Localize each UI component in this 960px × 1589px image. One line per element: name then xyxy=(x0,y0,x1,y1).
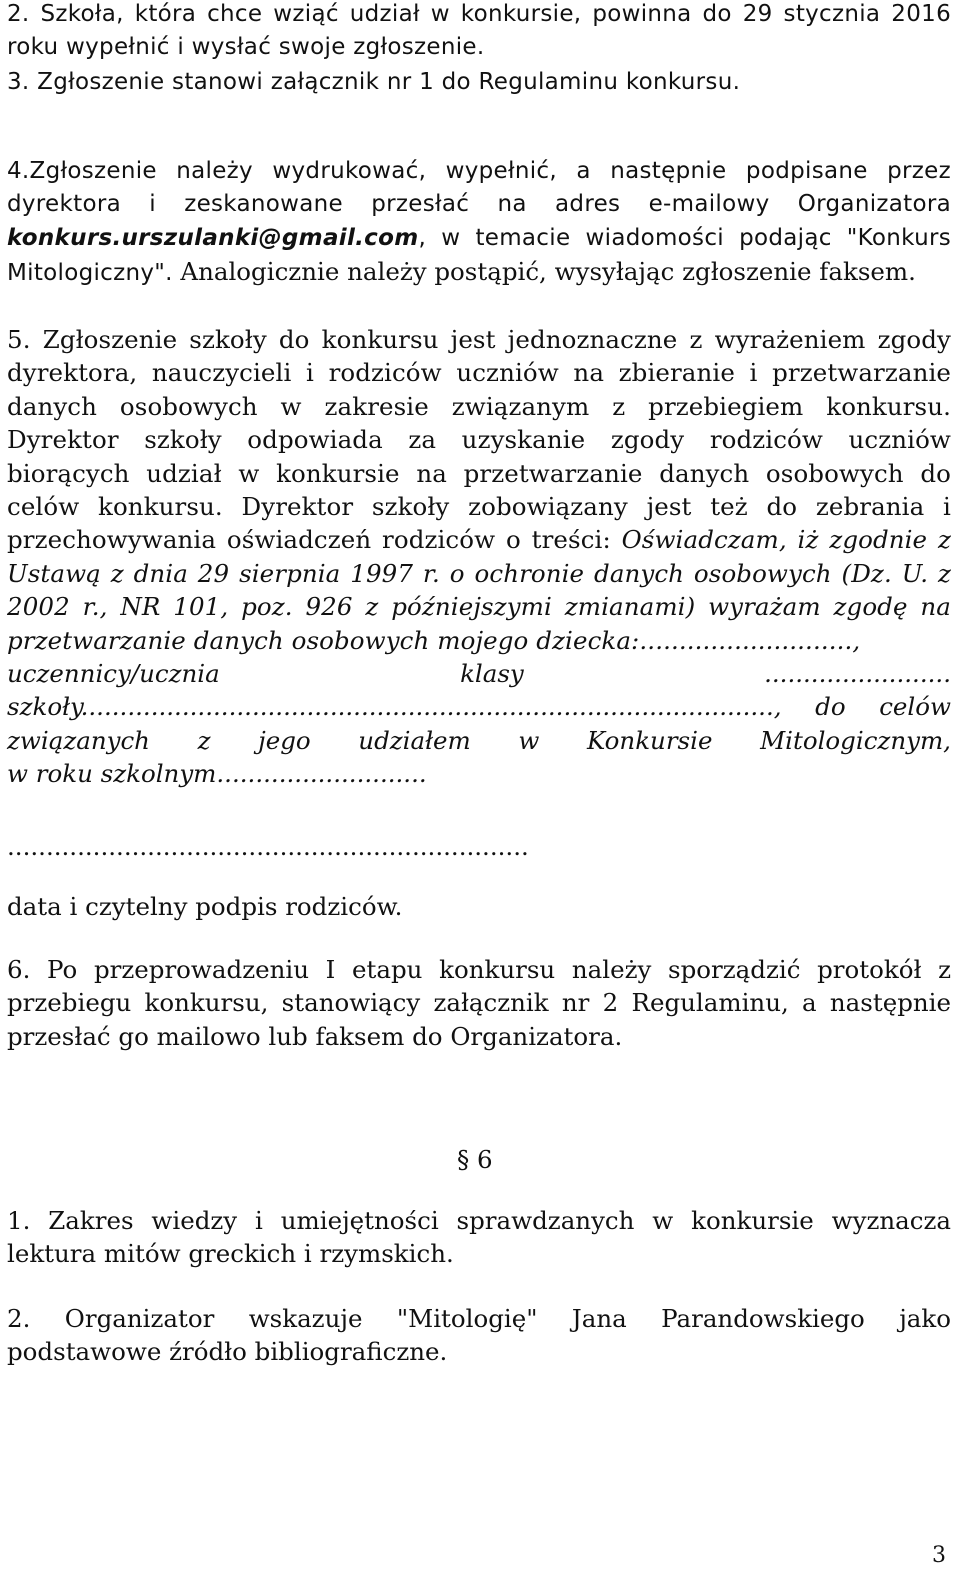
consent-row-purpose-6: Konkursie xyxy=(587,725,713,755)
consent-row-school-year: w roku szkolnym........................... xyxy=(7,759,427,789)
consent-row-purpose xyxy=(7,724,951,757)
consent-row-school-2: do xyxy=(815,692,846,722)
organizer-email-domain: com xyxy=(364,224,419,251)
paragraph-5-text-a: 5. Zgłoszenie szkoły do konkursu jest jednoznaczne z wyrażeniem zgody dyrektora, nauczycieli i rodziców uczniów na zbieranie i przetwarzanie danych osobowych w zakresie związanym z przebiegiem konkursu. Dyrektor szkoły odpowiada za uzyskanie zgody rodziców uczniów biorących udział w konkursie na przetwarzanie danych osobowych do celów konkursu. Dyrektor szkoły zobowiązany jest też do zebrania i przechowywania oświadczeń rodziców o treści: xyxy=(7,325,951,555)
consent-row-purpose-5: w xyxy=(518,725,540,755)
signature-label: data i czytelny podpis rodziców. xyxy=(7,892,403,921)
paragraph-5 xyxy=(7,323,951,791)
consent-row-purpose-4: udziałem xyxy=(358,725,471,755)
page-number: 3 xyxy=(932,1543,946,1568)
consent-row-purpose-3: jego xyxy=(258,725,311,755)
consent-row-class xyxy=(7,657,951,690)
paragraph-3: 3. Zgłoszenie stanowi załącznik nr 1 do Regulaminu konkursu. xyxy=(7,69,741,95)
paragraph-4 xyxy=(7,155,951,291)
consent-row-purpose-1: związanych xyxy=(7,725,150,755)
organizer-email-user: konkurs.urszulanki@gmail. xyxy=(7,224,365,251)
paragraph-6: 6. Po przeprowadzeniu I etapu konkursu należy sporządzić protokół z przebiegu konkursu, stanowiący załącznik nr 2 Regulaminu, a następnie przesłać go mailowo lub faksem do Organizatora. xyxy=(7,955,951,1051)
consent-row-purpose-2: z xyxy=(197,725,211,755)
paragraph-2: 2. Szkoła, która chce wziąć udział w konkursie, powinna do 29 stycznia 2016 roku wypełnić i wysłać swoje zgłoszenie. xyxy=(7,1,951,61)
consent-row-school-1: szkoły........................................................................................., xyxy=(7,692,782,722)
section-6-item-2: 2. Organizator wskazuje "Mitologię" Jana Parandowskiego jako podstawowe źródło bibliograficzne. xyxy=(7,1304,951,1367)
section-heading: § 6 xyxy=(457,1145,493,1174)
paragraph-4-text-b: , w temacie wiadomości podając "Konkurs Mitologiczny". xyxy=(7,224,951,287)
consent-row-class-1: uczennicy/ucznia xyxy=(7,659,220,689)
paragraph-4-text-c: Analogicznie należy postąpić, wysyłając zgłoszenie faksem. xyxy=(180,257,916,287)
consent-row-school xyxy=(7,690,951,723)
consent-statement-part-2: o ochronie danych osobowych (Dz. U. z 2002 r., NR 101, poz. 926 z późniejszymi zmianami) wyrażam zgodę na przetwarzanie danych osobowych mojego dziecka:..........................., xyxy=(7,558,951,655)
paragraph-4-text-a: 4.Zgłoszenie należy wydrukować, wypełnić, a następnie podpisane przez dyrektora i zeskanowane przesłać na adres e-mailowy Organizatora xyxy=(7,158,951,218)
section-6-item-1: 1. Zakres wiedzy i umiejętności sprawdzanych w konkursie wyznacza lektura mitów greckich i rzymskich. xyxy=(7,1206,951,1269)
consent-row-class-3: ........................ xyxy=(764,659,951,689)
consent-statement-part-1: Oświadczam, iż zgodnie z Ustawą z dnia 29 sierpnia 1997 r. xyxy=(7,525,951,588)
consent-row-class-2: klasy xyxy=(460,659,524,689)
paragraph-5-text xyxy=(7,323,951,657)
signature-line: ................................................................... xyxy=(7,832,529,861)
consent-row-school-3: celów xyxy=(879,692,951,722)
consent-row-purpose-7: Mitologicznym, xyxy=(760,725,951,755)
